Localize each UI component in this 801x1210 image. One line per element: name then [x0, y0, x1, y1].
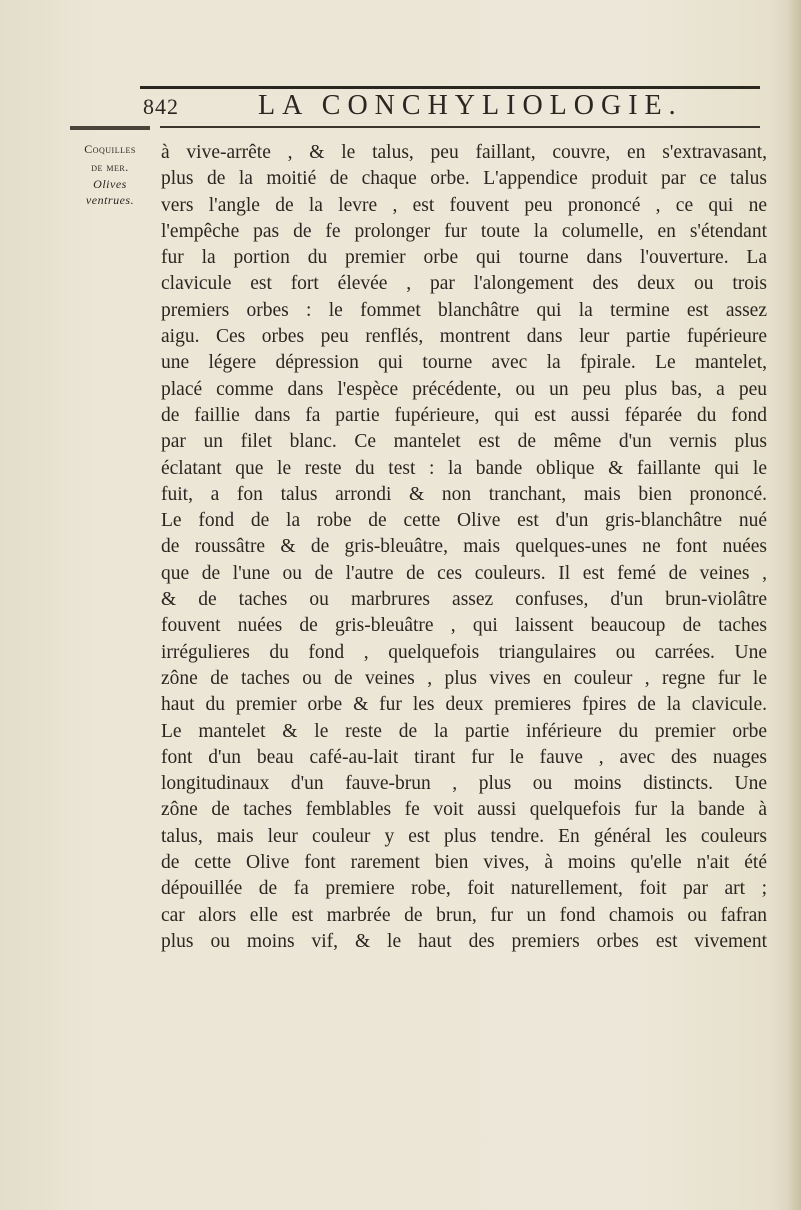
text-line: & de taches ou marbrures assez confuses, d'un brun-violâtre — [161, 589, 767, 611]
text-line: irrégulieres du fond , quelquefois triangulaires ou carrées. Une — [161, 641, 767, 663]
text-line: plus ou moins vif, & le haut des premiers orbes est vivement — [161, 930, 767, 952]
text-line: car alors elle est marbrée de brun, fur un fond chamois ou fafran — [161, 904, 767, 926]
text-line: l'empêche pas de fe prolonger fur toute la columelle, en s'étendant — [161, 220, 767, 242]
margin-note-line: Coquilles — [84, 142, 136, 156]
body-text — [161, 140, 767, 955]
margin-note — [60, 140, 160, 208]
text-line: font d'un beau café-au-lait tirant fur le fauve , avec des nuages — [161, 746, 767, 768]
text-line: de cette Olive font rarement bien vives, à moins qu'elle n'ait été — [161, 852, 767, 874]
text-line: fur la portion du premier orbe qui tourne dans l'ouverture. La — [161, 247, 767, 269]
text-line: zône de taches ou de veines , plus vives en couleur , regne fur le — [161, 667, 767, 689]
margin-note-line: Olives — [93, 177, 127, 191]
margin-note-line: ventrues. — [85, 193, 135, 207]
text-line: fouvent nuées de gris-bleuâtre , qui laissent beaucoup de taches — [161, 615, 767, 637]
text-line: de roussâtre & de gris-bleuâtre, mais quelques-unes ne font nuées — [161, 536, 767, 558]
text-line: placé comme dans l'espèce précédente, ou un peu plus bas, a peu — [161, 378, 767, 400]
text-line: premiers orbes : le fommet blanchâtre qui la termine est assez — [161, 299, 767, 321]
text-line: talus, mais leur couleur y est plus tendre. En général les couleurs — [161, 825, 767, 847]
text-line: longitudinaux d'un fauve-brun , plus ou moins distincts. Une — [161, 773, 767, 795]
text-line: Le fond de la robe de cette Olive est d'un gris-blanchâtre nué — [161, 510, 767, 532]
text-line: que de l'une ou de l'autre de ces couleurs. Il est femé de veines , — [161, 562, 767, 584]
text-line: une légere dépression qui tourne avec la fpirale. Le mantelet, — [161, 352, 767, 374]
text-line: haut du premier orbe & fur les deux premieres fpires de la clavicule. — [161, 694, 767, 716]
header-rule-top — [140, 86, 760, 89]
text-line: Le mantelet & le reste de la partie inférieure du premier orbe — [161, 720, 767, 742]
text-line: par un filet blanc. Ce mantelet est de même d'un vernis plus — [161, 431, 767, 453]
text-line: clavicule est fort élevée , par l'alongement des deux ou trois — [161, 273, 767, 295]
text-line: aigu. Ces orbes peu renflés, montrent dans leur partie fupérieure — [161, 326, 767, 348]
page-number: 842 — [143, 94, 179, 119]
text-line: zône de taches femblables fe voit aussi quelquefois fur la bande à — [161, 799, 767, 821]
text-line: de faillie dans fa partie fupérieure, qui est aussi féparée du fond — [161, 404, 767, 426]
text-line: éclatant que le reste du test : la bande oblique & faillante qui le — [161, 457, 767, 479]
text-line: fuit, a fon talus arrondi & non tranchant, mais bien prononcé. — [161, 483, 767, 505]
page-edge-shadow — [787, 0, 801, 1210]
running-title: LA CONCHYLIOLOGIE. — [258, 90, 683, 121]
text-line: vers l'angle de la levre , est fouvent peu prononcé , ce qui ne — [161, 194, 767, 216]
margin-rule — [70, 126, 150, 130]
header-rule-bottom — [160, 126, 760, 128]
text-line: à vive-arrête , & le talus, peu faillant, couvre, en s'extravasant, — [161, 142, 767, 163]
text-line: plus de la moitié de chaque orbe. L'appendice produit par ce talus — [161, 168, 767, 190]
text-line: dépouillée de fa premiere robe, foit naturellement, foit par art ; — [161, 878, 767, 900]
margin-note-line: de mer. — [91, 160, 129, 174]
